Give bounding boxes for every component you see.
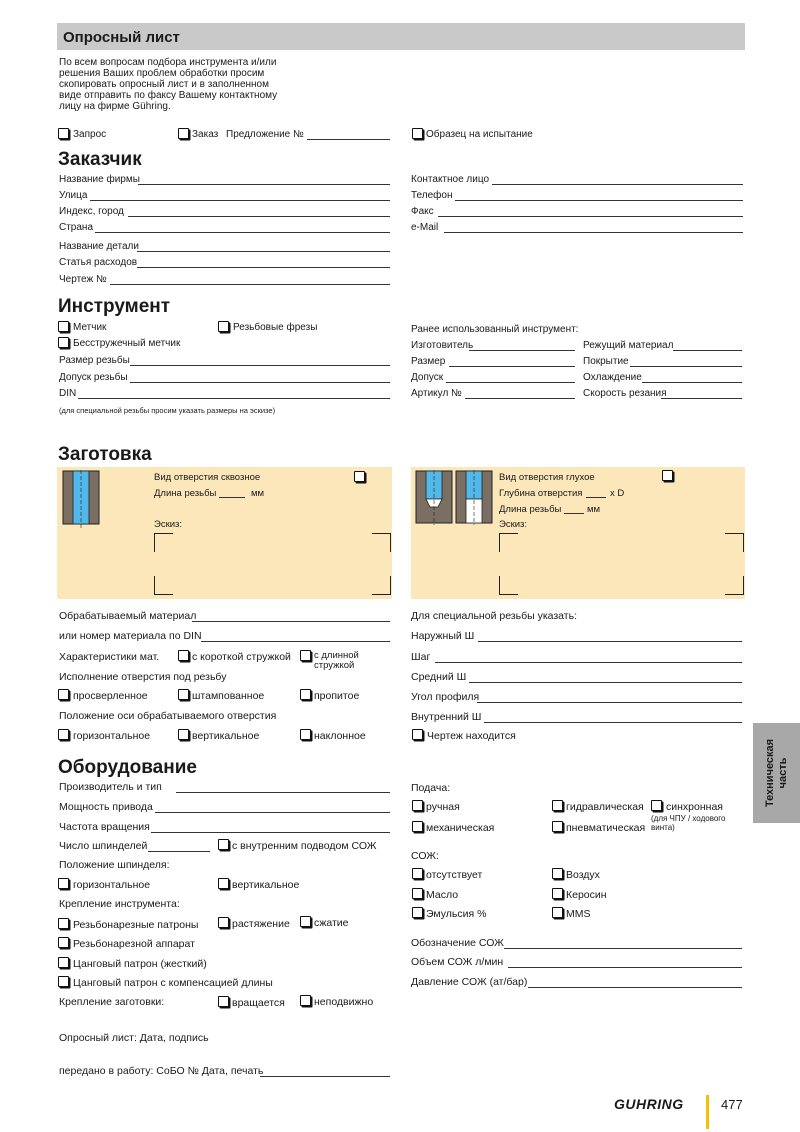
sketch-corner [154,533,173,552]
workpiece-heading: Заготовка [58,444,152,465]
maker-label: Изготовитель [411,340,474,351]
maker-field[interactable] [469,350,575,351]
street-label: Улица [59,190,88,201]
hole-depth-unit: x D [610,488,625,499]
din-label: DIN [59,388,77,399]
tapping-device-label: Резьбонарезной аппарат [73,938,195,950]
page-number: 477 [721,1097,743,1112]
horizontal-axis-label: горизонтальное [73,730,151,742]
thread-size-label: Размер резьбы [59,355,130,366]
coolant-supply-checkbox[interactable] [218,839,229,850]
hole-exec-label: Исполнение отверстия под резьбу [59,671,227,683]
tolerance-label: Допуск [411,372,444,383]
offer-label: Предложение № [226,129,304,140]
spindles-label: Число шпинделей [59,840,148,852]
coolant-none-label: отсутствует [426,869,483,881]
inquiry-label: Запрос [73,129,107,140]
maker-type-label: Производитель и тип [59,781,162,793]
mean-d-field[interactable] [469,682,742,683]
fax-field[interactable] [438,216,743,217]
size-field[interactable] [449,366,575,367]
spindle-horizontal-checkbox[interactable] [58,878,69,889]
coolant-kerosene-label: Керосин [566,889,607,901]
coolant-volume-label: Объем СОЖ л/мин [411,956,504,968]
power-field[interactable] [155,812,390,813]
cost-item-field[interactable] [137,267,390,268]
synchronous-feed-checkbox[interactable] [651,800,662,811]
tap-chuck-label: Резьбонарезные патроны [73,919,199,931]
sketch2-corner [725,576,744,595]
cutting-material-label: Режущий материал [583,340,674,351]
coolant-name-label: Обозначение СОЖ [411,937,504,949]
coating-field[interactable] [630,366,742,367]
outer-d-field[interactable] [478,641,742,642]
tap-chuck-checkbox[interactable] [58,918,69,929]
coolant-none-checkbox[interactable] [412,868,423,879]
through-hole-label: Вид отверстия сквозное [154,472,261,483]
outer-d-label: Наружный Ш [411,630,475,642]
cutting-material-field[interactable] [673,350,742,351]
tap-label: Метчик [73,322,107,333]
sketch-corner [372,576,391,595]
coolant-pressure-field[interactable] [528,987,742,988]
part-name-field[interactable] [137,251,390,252]
pitch-field[interactable] [435,662,742,663]
stamped-checkbox[interactable] [178,689,189,700]
coolant-air-label: Воздух [566,869,600,881]
thread-mill-checkbox[interactable] [218,321,229,332]
spindle-vertical-label: вертикальное [232,879,300,891]
collet-comp-checkbox[interactable] [58,976,69,987]
article-label: Артикул № [411,388,462,399]
inquiry-checkbox[interactable] [58,128,69,139]
hydraulic-feed-label: гидравлическая [566,801,644,813]
fixed-label: неподвижно [314,996,374,1008]
cost-item-label: Статья расходов [59,257,138,268]
tension-checkbox[interactable] [218,917,229,928]
zip-city-label: Индекс, город [59,206,124,217]
country-field[interactable] [95,232,390,233]
din-material-label: или номер материала по DIN [59,630,202,642]
side-tab-label: Техническая [763,738,776,808]
date-sign-label: Опросный лист: Дата, подпись [59,1032,209,1044]
material-field[interactable] [192,621,390,622]
coolant-kerosene-checkbox[interactable] [552,888,563,899]
speed-field[interactable] [661,398,742,399]
form-tap-checkbox[interactable] [58,337,69,348]
tap-checkbox[interactable] [58,321,69,332]
coolant-mms-checkbox[interactable] [552,907,563,918]
zip-city-field[interactable] [128,216,390,217]
coolant-emulsion-checkbox[interactable] [412,907,423,918]
coolant-emulsion-label: Эмульсия % [426,908,487,920]
company-label: Название фирмы [59,174,140,185]
long-chip-checkbox[interactable] [300,650,311,661]
country-label: Страна [59,222,94,233]
synchronous-feed-label: синхронная [666,801,723,813]
side-tab-label-2: часть [776,757,789,789]
contact-label: Контактное лицо [411,174,490,185]
axis-pos-label: Положение оси обрабатываемого отверстия [59,710,277,722]
handed-field[interactable] [260,1076,390,1077]
din-field[interactable] [78,398,390,399]
pierced-checkbox[interactable] [300,689,311,700]
contact-field[interactable] [492,184,743,185]
side-tab [753,723,800,823]
coolant-volume-field[interactable] [508,967,742,968]
part-name-label: Название детали [59,241,139,252]
spindles-field[interactable] [148,851,210,852]
order-label: Заказ [192,129,219,140]
thread-tol-field[interactable] [130,382,390,383]
thread-mill-label: Резьбовые фрезы [233,322,318,333]
vertical-axis-checkbox[interactable] [178,729,189,740]
coolant-supply-label: с внутренним подводом СОЖ [232,840,377,852]
work-clamp-label: Крепление заготовки: [59,996,165,1008]
fax-label: Факс [411,206,434,217]
thread-len2-label: Длина резьбы [499,504,562,515]
compression-label: сжатие [314,917,349,929]
coating-label: Покрытие [583,356,629,367]
characteristics-label: Характеристики мат. [59,651,160,663]
power-label: Мощность привода [59,801,153,813]
sample-checkbox[interactable] [412,128,423,139]
sketch2-label: Эскиз: [499,519,528,530]
long-chip-label-2: стружкой [314,660,355,671]
drawing-field[interactable] [110,284,390,285]
long-chip-label: с длинной [314,650,359,661]
material-label: Обрабатываемый материал [59,610,197,622]
coolant-oil-checkbox[interactable] [412,888,423,899]
spindle-horizontal-label: горизонтальное [73,879,151,891]
speed-label: Скорость резания [583,388,667,399]
cooling-label: Охлаждение [583,372,642,383]
mean-d-label: Средний Ш [411,671,467,683]
hydraulic-feed-checkbox[interactable] [552,800,563,811]
thread-len-label: Длина резьбы [154,488,217,499]
horizontal-axis-checkbox[interactable] [58,729,69,740]
sketch-corner [154,576,173,595]
pneumatic-feed-label: пневматическая [566,822,646,834]
company-field[interactable] [138,184,390,185]
short-chip-checkbox[interactable] [178,650,189,661]
feed-label: Подача: [411,782,451,794]
through-hole-panel [57,467,392,599]
tension-label: растяжение [232,918,290,930]
mechanical-feed-checkbox[interactable] [412,821,423,832]
sketch-label: Эскиз: [154,519,183,530]
blind-hole-label: Вид отверстия глухое [499,472,595,483]
drilled-label: просверленное [73,690,148,702]
pierced-label: пропитое [314,690,360,702]
profile-angle-label: Угол профиля [411,691,480,703]
offer-number-field[interactable] [307,139,390,140]
blind-hole-checkbox[interactable] [662,470,673,481]
email-field[interactable] [444,232,743,233]
thread-len-field[interactable] [219,497,245,498]
vertical-axis-label: вертикальное [192,730,260,742]
cnc-note-2: винта) [651,823,675,832]
compression-checkbox[interactable] [300,916,311,927]
thread-size-field[interactable] [130,365,390,366]
through-hole-icon [62,470,100,528]
thread-len2-unit: мм [587,504,601,515]
tolerance-field[interactable] [446,382,575,383]
short-chip-label: с короткой стружкой [192,651,291,663]
special-thread-note: (для специальной резьбы просим указать размеры на эскизе) [59,406,276,415]
sketch2-corner [725,533,744,552]
mechanical-feed-label: механическая [426,822,495,834]
through-hole-checkbox[interactable] [354,471,365,482]
thread-tol-label: Допуск резьбы [59,372,128,383]
rotating-label: вращается [232,997,285,1009]
inclined-axis-label: наклонное [314,730,366,742]
rpm-field[interactable] [151,832,390,833]
equipment-heading: Оборудование [58,757,197,778]
spindle-vertical-checkbox[interactable] [218,878,229,889]
thread-len-unit: мм [251,488,265,499]
stamped-label: штампованное [192,690,265,702]
article-field[interactable] [465,398,575,399]
rotating-checkbox[interactable] [218,996,229,1007]
guhring-logo: GUHRING [614,1096,684,1112]
drawing-label: Чертеж № [59,274,107,285]
pneumatic-feed-checkbox[interactable] [552,821,563,832]
sketch-corner [372,533,391,552]
collet-rigid-checkbox[interactable] [58,957,69,968]
coolant-mms-label: MMS [566,908,591,920]
maker-type-field[interactable] [176,792,390,793]
coolant-oil-label: Масло [426,889,459,901]
collet-rigid-label: Цанговый патрон (жесткий) [73,958,207,970]
page-accent-bar [706,1095,709,1129]
manual-feed-label: ручная [426,801,460,813]
manual-feed-checkbox[interactable] [412,800,423,811]
drawing-exists-checkbox[interactable] [412,729,423,740]
blind-hole-icon [415,470,495,526]
thread-len2-field[interactable] [564,513,584,514]
collet-comp-label: Цанговый патрон с компенсацией длины [73,977,273,989]
cnc-note: (для ЧПУ / ходового [651,814,726,823]
order-checkbox[interactable] [178,128,189,139]
drawing-exists-label: Чертеж находится [427,730,516,742]
phone-label: Телефон [411,190,453,201]
spindle-pos-label: Положение шпинделя: [59,859,170,871]
sample-label: Образец на испытание [426,129,533,140]
inner-d-label: Внутренний Ш [411,711,482,723]
inclined-axis-checkbox[interactable] [300,729,311,740]
tool-clamp-label: Крепление инструмента: [59,898,180,910]
street-field[interactable] [90,200,390,201]
email-label: e-Mail [411,222,439,233]
coolant-label: СОЖ: [411,850,439,862]
sketch2-corner [499,576,518,595]
coolant-air-checkbox[interactable] [552,868,563,879]
special-thread-label: Для специальной резьбы указать: [411,610,577,622]
hole-depth-field[interactable] [586,497,606,498]
cooling-field[interactable] [642,382,742,383]
size-label: Размер [411,356,446,367]
drilled-checkbox[interactable] [58,689,69,700]
pitch-label: Шаг [411,651,431,663]
page-title: Опросный лист [63,29,180,46]
profile-angle-field[interactable] [477,702,742,703]
customer-heading: Заказчик [58,149,142,170]
inner-d-field[interactable] [484,722,742,723]
rpm-label: Частота вращения [59,821,150,833]
sketch2-corner [499,533,518,552]
coolant-name-field[interactable] [504,948,742,949]
prev-tool-label: Ранее использованный инструмент: [411,324,579,335]
hole-depth-label: Глубина отверстия [499,488,583,499]
din-material-field[interactable] [201,641,390,642]
phone-field[interactable] [455,200,743,201]
handed-label: передано в работу: СоБО № Дата, печать [59,1065,264,1077]
tapping-device-checkbox[interactable] [58,937,69,948]
tool-heading: Инструмент [58,296,171,317]
form-tap-label: Бесстружечный метчик [73,338,181,349]
fixed-checkbox[interactable] [300,995,311,1006]
coolant-pressure-label: Давление СОЖ (ат/бар) [411,976,528,988]
